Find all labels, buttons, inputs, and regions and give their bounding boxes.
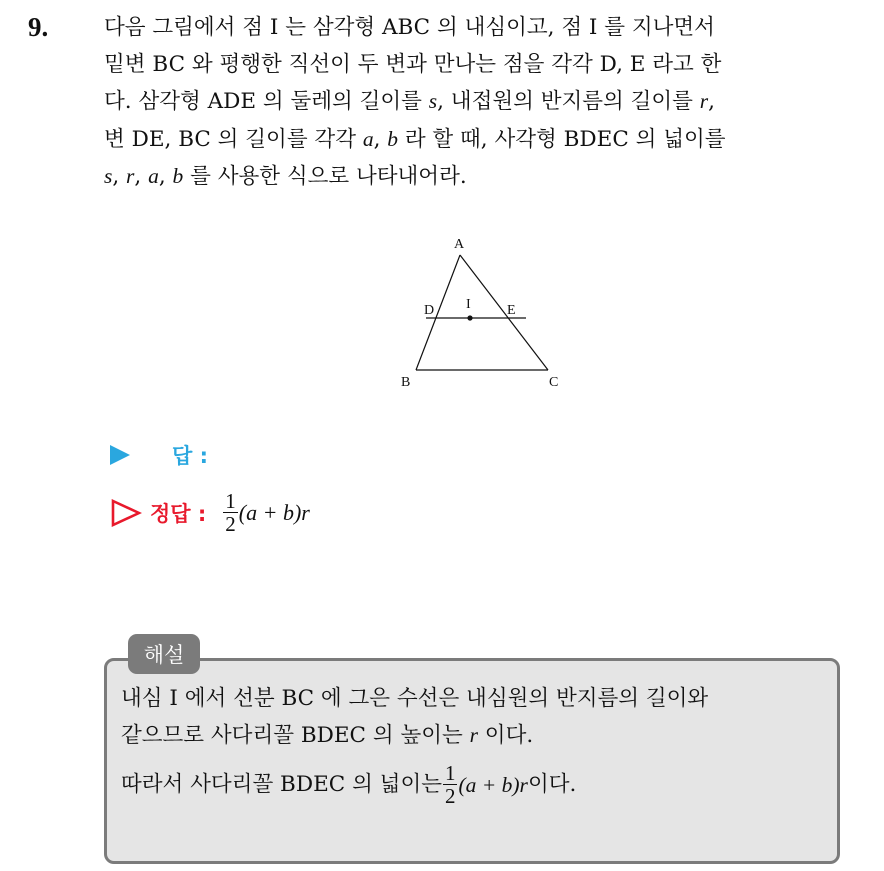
- problem-line-3-text-b: , 내접원의 반지름의 길이를: [437, 89, 700, 114]
- problem-line-4: [104, 121, 864, 159]
- label-i: I: [466, 297, 471, 312]
- problem-line-4-text-b: ,: [373, 126, 388, 152]
- fraction-denominator: 2: [225, 512, 236, 537]
- solution-tag: 해설: [128, 634, 200, 674]
- fraction-numerator: 1: [225, 489, 236, 513]
- problem-line-5: [104, 158, 864, 196]
- answer-label: 답 :: [172, 444, 208, 468]
- outline-triangle-icon: [110, 499, 142, 527]
- solution-line-2: [121, 717, 821, 754]
- correct-answer-value: [222, 490, 310, 535]
- problem-line-3-text-c: ,: [708, 89, 715, 114]
- var-b-2: b: [172, 164, 184, 188]
- label-b: B: [401, 375, 411, 390]
- solution-line-3: [121, 762, 821, 807]
- solution-line-3-text-a: 따라서 사다리꼴 BDEC 의 넓이는: [121, 771, 442, 797]
- answer-row: [110, 440, 208, 470]
- solution-line-2-text-a: 같으므로 사다리꼴 BDEC 의 높이는: [121, 723, 470, 748]
- var-s-2: s: [104, 164, 113, 188]
- triangle-figure: [390, 230, 580, 400]
- side-ac: [460, 255, 548, 370]
- solution-line-1: 내심 I 에서 선분 BC 에 그은 수선은 내심원의 반지름의 길이와: [121, 686, 709, 711]
- solution-line-3-text-b: 이다.: [527, 771, 577, 797]
- var-r-2: r: [126, 164, 135, 188]
- play-icon: [110, 445, 130, 465]
- problem-line-5-text: 를 사용한 식으로 나타내어라.: [183, 164, 467, 189]
- problem-line-4-text-a: 변 DE, BC 의 길이를 각각: [104, 126, 363, 152]
- problem-line-2: 밑변 BC 와 평행한 직선이 두 변과 만나는 점을 각각 D, E 라고 한: [104, 51, 722, 77]
- problem-line-3: [104, 83, 864, 121]
- side-ab: [416, 255, 460, 370]
- solution-var-r: r: [469, 723, 478, 747]
- problem-line-4-text-c: 라 할 때, 사각형 BDEC 의 넓이를: [397, 126, 726, 152]
- var-b: b: [387, 126, 398, 151]
- label-a: A: [454, 237, 465, 252]
- problem-line-3-text-a: 다. 삼각형 ADE 의 둘레의 길이를: [104, 89, 429, 114]
- solution-line-2-text-b: 이다.: [477, 723, 534, 748]
- label-e: E: [507, 303, 516, 318]
- correct-answer-label: 정답 :: [150, 501, 207, 526]
- solution-expression: [442, 762, 528, 807]
- problem-line-1: 다음 그림에서 점 I 는 삼각형 ABC 의 내심이고, 점 I 를 지나면서: [104, 15, 715, 40]
- label-c: C: [549, 375, 559, 390]
- comma-1: ,: [112, 164, 127, 189]
- problem-statement: [104, 10, 864, 196]
- fraction-one-half: [223, 490, 238, 535]
- problem-number: 9.: [28, 12, 49, 42]
- var-r: r: [699, 89, 709, 113]
- solution-text: [121, 681, 821, 807]
- solution-box: [104, 658, 840, 864]
- var-a-2: a: [148, 164, 159, 188]
- comma-3: ,: [158, 164, 173, 189]
- solution-expression-rest: (a + b)r: [458, 772, 528, 797]
- expression-rest: (a + b)r: [238, 499, 310, 525]
- label-d: D: [424, 303, 435, 318]
- comma-2: ,: [134, 164, 149, 189]
- var-a: a: [362, 126, 374, 151]
- solution-fraction-denominator: 2: [444, 784, 456, 809]
- incenter-point: [467, 315, 472, 320]
- correct-answer-row: [110, 490, 310, 535]
- solution-fraction-numerator: 1: [444, 761, 456, 785]
- var-s: s: [428, 89, 438, 113]
- solution-fraction: [443, 762, 458, 807]
